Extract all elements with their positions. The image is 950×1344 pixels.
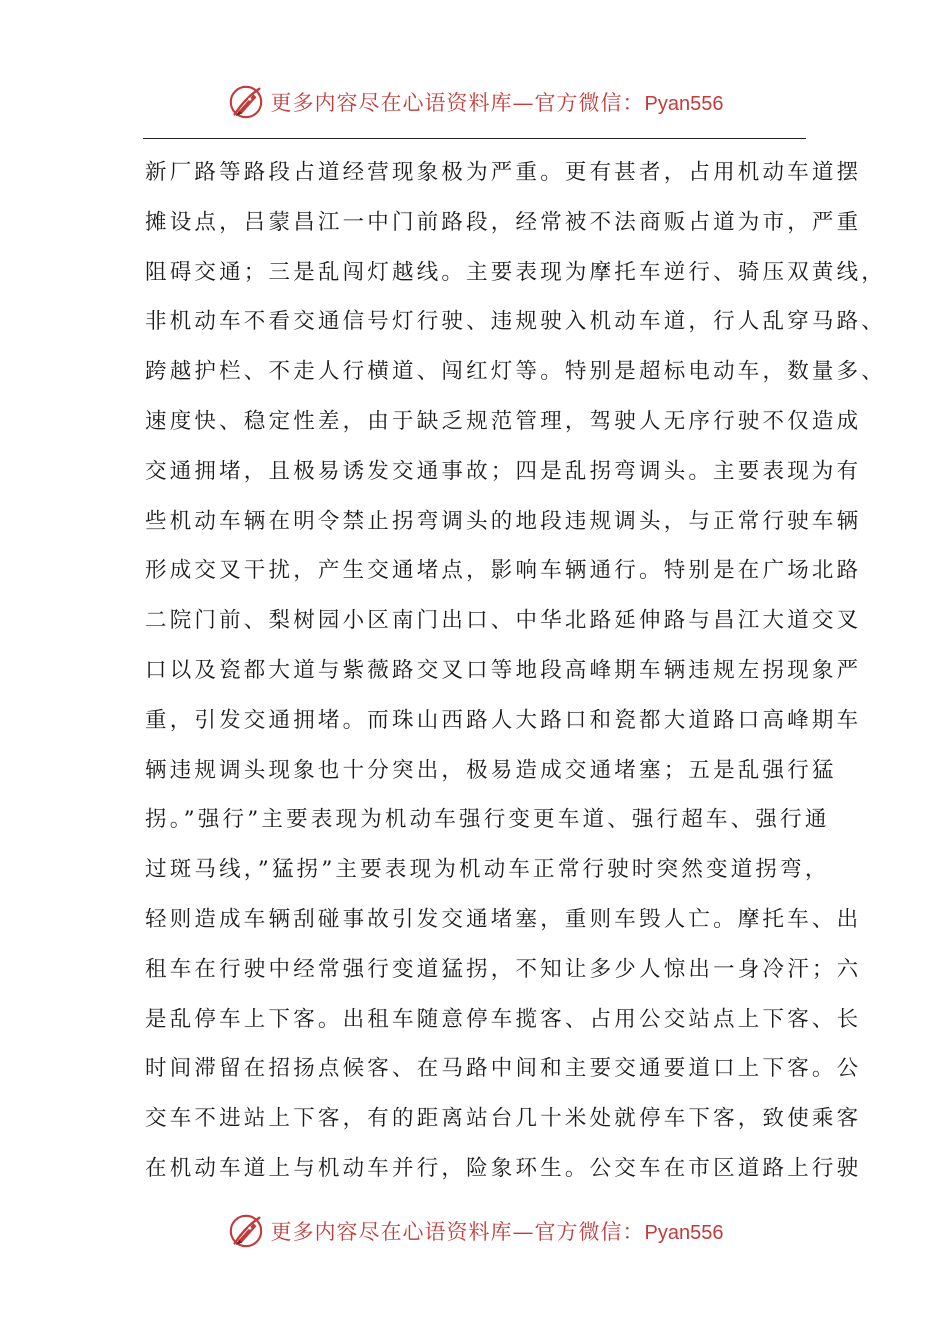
body-line: 跨越护栏、不走人行横道、闯红灯等。特别是超标电动车，数量多、 (145, 359, 887, 385)
footer-banner (0, 1211, 950, 1251)
body-line: 是乱停车上下客。出租车随意停车揽客、占用公交站点上下客、长 (145, 1006, 862, 1032)
body-line: 轻则造成车辆刮碰事故引发交通堵塞，重则车毁人亡。摩托车、出 (145, 906, 862, 932)
body-line: 过斑马线，”猛拐”主要表现为机动车正常行驶时突然变道拐弯， (145, 857, 830, 883)
body-line: 交通拥堵，且极易诱发交通事故；四是乱拐弯调头。主要表现为有 (145, 458, 862, 484)
body-line: 新厂路等路段占道经营现象极为严重。更有甚者，占用机动车道摆 (145, 160, 862, 185)
body-line: 在机动车道上与机动车并行，险象环生。公交车在市区道路上行驶 (145, 1155, 862, 1181)
body-line: 些机动车辆在明令禁止拐弯调头的地段违规调头，与正常行驶车辆 (145, 508, 862, 534)
body-line: 速度快、稳定性差，由于缺乏规范管理，驾驶人无序行驶不仅造成 (145, 408, 862, 434)
header-divider (143, 138, 806, 139)
footer-wechat-label: 官方微信： (534, 1220, 645, 1244)
body-line: 口以及瓷都大道与紫薇路交叉口等地段高峰期车辆违规左拐现象严 (145, 657, 862, 683)
body-line: 二院门前、梨树园小区南门出口、中华北路延伸路与昌江大道交叉 (145, 608, 862, 634)
footer-site-text: 更多内容尽在心语资料库— (270, 1220, 535, 1244)
body-line: 拐。”强行”主要表现为机动车强行变更车道、强行超车、强行通 (145, 807, 830, 833)
body-line: 摊设点，吕蒙昌江一中门前路段，经常被不法商贩占道为市，严重 (145, 209, 862, 235)
pen-logo-icon (227, 83, 265, 121)
body-line: 重，引发交通拥堵。而珠山西路人大路口和瓷都大道路口高峰期车 (145, 707, 862, 733)
header-wechat-id: Pyan556 (644, 93, 724, 115)
body-line: 非机动车不看交通信号灯行驶、违规驶入机动车道，行人乱穿马路、 (145, 309, 887, 335)
document-body (145, 148, 887, 1194)
body-line: 形成交叉干扰，产生交通堵点，影响车辆通行。特别是在广场北路 (145, 558, 862, 584)
header-wechat-label: 官方微信： (534, 91, 645, 115)
body-line: 辆违规调头现象也十分突出，极易造成交通堵塞；五是乱强行猛 (145, 757, 837, 783)
footer-banner-text (271, 1216, 724, 1246)
body-line: 阻碍交通；三是乱闯灯越线。主要表现为摩托车逆行、骑压双黄线， (145, 259, 887, 285)
pen-logo-icon (227, 1212, 265, 1250)
header-banner-text (271, 87, 724, 117)
body-line: 租车在行驶中经常强行变道猛拐，不知让多少人惊出一身冷汗；六 (145, 956, 862, 982)
header-banner (0, 82, 950, 122)
footer-wechat-id: Pyan556 (644, 1222, 724, 1244)
body-line: 交车不进站上下客，有的距离站台几十米处就停车下客，致使乘客 (145, 1106, 862, 1132)
body-line: 时间滞留在招扬点候客、在马路中间和主要交通要道口上下客。公 (145, 1056, 862, 1082)
header-site-text: 更多内容尽在心语资料库— (270, 91, 535, 115)
